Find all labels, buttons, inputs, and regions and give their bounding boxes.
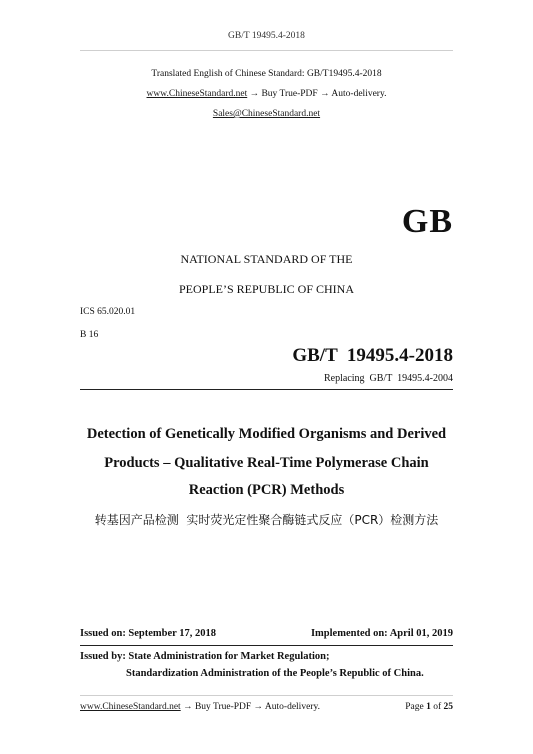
page-total: 25	[443, 702, 453, 712]
running-header: GB/T 19495.4-2018	[228, 31, 305, 41]
of-label: of	[433, 702, 442, 712]
dates-divider	[80, 645, 453, 646]
implemented-date: Implemented on: April 01, 2019	[310, 628, 453, 639]
gb-logo: GB	[401, 203, 453, 240]
issuer-line-1: Issued by: State Administration for Market Regulation;	[80, 651, 330, 662]
footer-chinesestandard-link[interactable]: www.ChineseStandard.net	[80, 702, 181, 712]
page-number: 1	[426, 702, 431, 712]
ccs-code: B 16	[80, 330, 99, 340]
replacing-standard: Replacing GB/T 19495.4-2004	[324, 373, 453, 384]
title-en-line-1: Detection of Genetically Modified Organisms and Derived	[86, 426, 447, 442]
footer-rest: → Buy True-PDF → Auto-delivery.	[180, 702, 320, 712]
standard-divider	[80, 389, 453, 390]
banner-line-1: Translated English of Chinese Standard: GB/T19495.4-2018	[151, 69, 382, 79]
footer-left	[80, 702, 320, 712]
chinesestandard-link[interactable]: www.ChineseStandard.net	[146, 89, 248, 99]
issued-date: Issued on: September 17, 2018	[80, 628, 217, 639]
title-en-line-2: Products – Qualitative Real-Time Polymerase Chain	[104, 455, 429, 471]
banner-line-3	[0, 109, 533, 119]
banner-line-2-rest: → Buy True-PDF → Auto-delivery.	[247, 89, 387, 99]
page-label: Page	[405, 702, 424, 712]
footer-divider	[80, 695, 453, 696]
sales-email-link[interactable]: Sales@ChineseStandard.net	[212, 109, 321, 119]
org-line-2: PEOPLE’S REPUBLIC OF CHINA	[178, 282, 355, 296]
title-zh: 转基因产品检测 实时荧光定性聚合酶链式反应（PCR）检测方法	[94, 513, 439, 527]
issuer-line-2: Standardization Administration of the People’s Republic of China.	[126, 668, 424, 679]
standard-number: GB/T 19495.4-2018	[292, 345, 453, 366]
title-en-line-3: Reaction (PCR) Methods	[188, 482, 345, 498]
header-divider	[80, 50, 453, 51]
org-line-1: NATIONAL STANDARD OF THE	[180, 252, 353, 266]
page-indicator	[330, 702, 453, 712]
ics-code: ICS 65.020.01	[80, 307, 136, 317]
banner-line-2	[0, 89, 533, 99]
